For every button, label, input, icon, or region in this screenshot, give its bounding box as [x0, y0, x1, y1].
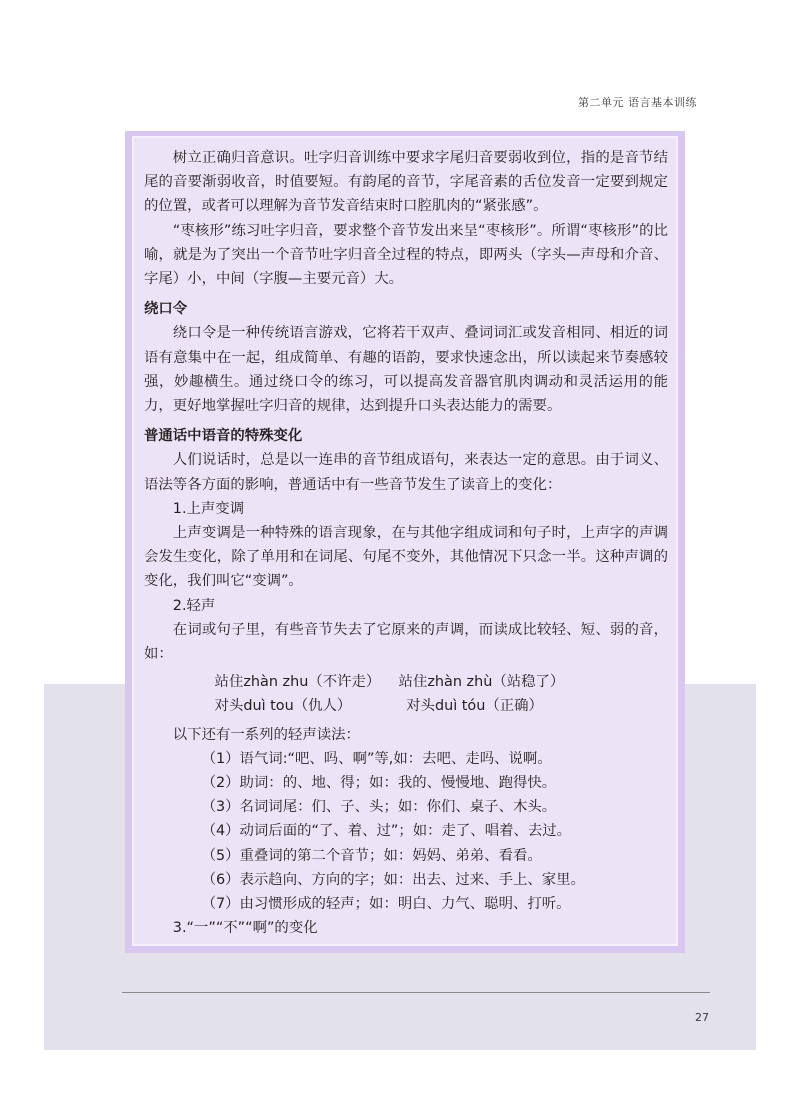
paragraph-qingsheng: 在词或句子里，有些音节失去了它原来的声调，而读成比较轻、短、弱的音，如：	[144, 621, 668, 663]
section-heading-special-changes: 普通话中语音的特殊变化	[144, 428, 303, 445]
list-item: （2）助词：的、地、得；如：我的、慢慢地、跑得快。	[201, 775, 557, 792]
paragraph-qingsheng-list-intro: 以下还有一系列的轻声读法：	[172, 726, 360, 743]
list-item: （1）语气词:“吧、吗、啊”等,如：去吧、走吗、说啊。	[201, 750, 552, 767]
paragraph-zaohexing: “枣核形”练习吐字归音，要求整个音节发出来呈“枣核形”。所谓“枣核形”的比喻，就是为了突出一个音节吐字归音全过程的特点，即两头（字头—声母和介音、字尾）小，中间（字腹—主要元音）大。	[144, 222, 668, 288]
paragraph-raokouling: 绕口令是一种传统语言游戏，它将若干双声、叠词词汇或发音相同、相近的词语有意集中在一起，组成简单、有趣的语韵，要求快速念出，所以读起来节奏感较强，妙趣横生。通过绕口令的练习，可以提高发音器官肌肉调动和灵活运用的能力，更好地掌握吐字归音的规律，达到提升口头表达能力的需要。	[144, 325, 668, 415]
chapter-header: 第二单元 语言基本训练	[578, 96, 697, 109]
list-item: （5）重叠词的第二个音节；如：妈妈、弟弟、看看。	[201, 847, 542, 864]
subheading-shangsheng: 1.上声变调	[172, 500, 245, 517]
subheading-qingsheng: 2.轻声	[172, 597, 216, 614]
subheading-yi-bu-a: 3.“一”“不”“啊”的变化	[172, 920, 318, 937]
content-body	[144, 146, 668, 941]
list-item: （4）动词后面的“了、着、过”；如：走了、唱着、去过。	[201, 823, 572, 840]
list-item: （7）由习惯形成的轻声；如：明白、力气、聪明、打听。	[201, 896, 571, 913]
list-item: （6）表示趋向、方向的字；如：出去、过来、手上、家里。	[201, 871, 585, 888]
page-number: 27	[695, 1011, 709, 1024]
section-heading-raokouling: 绕口令	[144, 301, 188, 318]
footer-divider	[122, 992, 710, 993]
list-item: （3）名词词尾：们、子、头；如：你们、桌子、木头。	[201, 799, 557, 816]
paragraph-guiyin: 树立正确归音意识。吐字归音训练中要求字尾归音要弱收到位，指的是音节结尾的音要渐弱收音，时值要短。有韵尾的音节，字尾音素的舌位发音一定要到规定的位置，或者可以理解为音节发音结束时口腔肌肉的“紧张感”。	[144, 150, 668, 215]
example-zhanzhu: 站住zhàn zhu（不许走） 站住zhàn zhù（站稳了）	[214, 674, 565, 691]
example-duitou: 对头duì tou（仇人） 对头duì tóu（正确）	[214, 698, 543, 715]
paragraph-shangsheng: 上声变调是一种特殊的语言现象，在与其他字组成词和句子时，上声字的声调会发生变化，除了单用和在词尾、句尾不变外，其他情况下只念一半。这种声调的变化，我们叫它“变调”。	[144, 525, 668, 590]
paragraph-intro-changes: 人们说话时，总是以一连串的音节组成语句，来表达一定的意思。由于词义、语法等各方面的影响，普通话中有一些音节发生了读音上的变化：	[144, 452, 668, 493]
